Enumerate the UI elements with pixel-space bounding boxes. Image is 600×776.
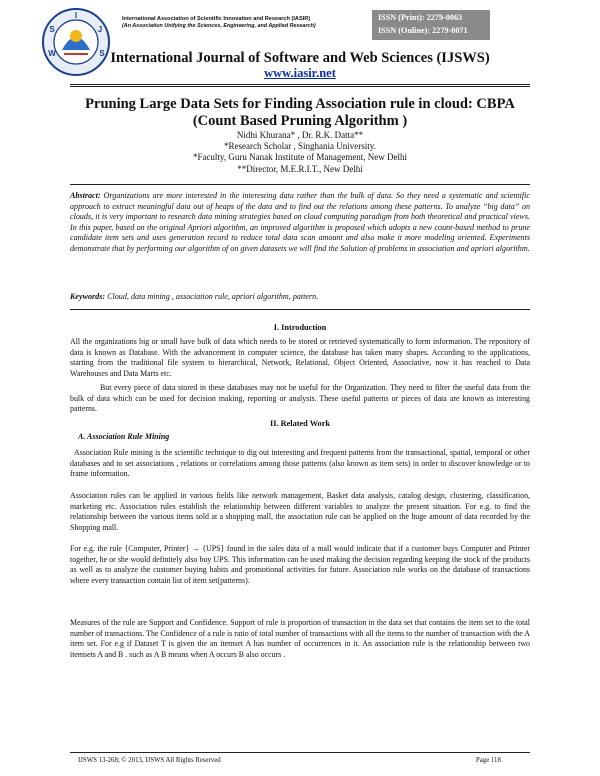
subsection-heading: A. Association Rule Mining <box>78 432 170 441</box>
divider <box>70 184 530 185</box>
keywords-text: Cloud, data mining , association rule, apriori algorithm, pattern. <box>107 292 319 301</box>
paragraph: But every piece of data stored in these databases may not be useful for the Organization. They need to filter the useful data from the bulk of data which can be used for decision making, reporting or analysis. These useful patterns or pieces of data are known as interesting patterns. <box>70 383 530 414</box>
paper-title-line2: (Count Based Pruning Algorithm ) <box>192 113 408 129</box>
journal-website-link[interactable]: www.iasir.net <box>264 66 336 80</box>
divider <box>70 84 530 85</box>
affiliation: **Director, M.E.R.I.T., New Delhi <box>237 163 363 174</box>
author-block <box>0 130 600 175</box>
paragraph: Association rules can be applied in various fields like network management, Basket data analysis, catalog design, clustering, classification, marketing etc. Association rules establish the relationship between different variables to analyze the present situation. For e.g. to find the relationship between the various items sold at a shopping mall, the association rule can be applied on the huge amount of data recorded by the Shopping mall. <box>70 491 530 532</box>
paragraph: All the organizations big or small have bulk of data which needs to be stored or retrieved systematically to form information. The repository of data is known as Database. With the advancement in computer science, the database has taken many shapes. According to the applications, starting from the traditional file system to hierarchical, Network, Relational, Object Oriented, Associative, now it has reached to Data Warehouses and Data Marts etc. <box>70 337 530 378</box>
footer-divider <box>70 752 530 753</box>
divider <box>70 86 530 87</box>
section-heading-introduction: I. Introduction <box>273 323 327 332</box>
paragraph: Association Rule mining is the scientific technique to dig out interesting and frequent patterns from the transactional, spatial, temporal or other databases and to set associations , relations or correlations among those patterns (also known as item sets) in order to discover knowledge or to frame information. <box>70 448 530 479</box>
issn-box <box>372 10 490 40</box>
issn-online: ISSN (Online): 2279-0071 <box>378 25 468 35</box>
divider <box>70 309 530 310</box>
abstract <box>70 191 530 255</box>
keywords <box>70 292 530 301</box>
paper-title-line1: Pruning Large Data Sets for Finding Association rule in cloud: CBPA <box>85 96 515 112</box>
abstract-label: Abstract: <box>70 191 101 200</box>
footer-copyright: IJSWS 13-268; © 2013, IJSWS All Rights Reserved <box>78 757 221 764</box>
logo-letter: S <box>99 49 105 58</box>
affiliation: *Research Scholar , Singhania University. <box>224 141 376 152</box>
logo-letter: S <box>49 25 55 34</box>
authors: Nidhi Khurana* , Dr. R.K. Datta** <box>236 130 364 140</box>
section-heading-related-work: II. Related Work <box>269 419 330 428</box>
association-name: International Association of Scientific Innovation and Research (IASIR) <box>122 16 311 22</box>
association-subtitle: (An Association Unifying the Sciences, Engineering, and Applied Research) <box>122 23 316 29</box>
paragraph: For e.g. the rule {Computer, Printer} → {UPS} found in the sales data of a mall would indicate that if a customer buys Computer and Printer together, he or she would definitely also buy UPS. This information can be used making the decision regarding keeping the stock of the products as well as to analyze the customer buying habits and promotional activities for future. Association rule works on the database of transactions where every transaction contain list of item set(patterns). <box>70 544 530 585</box>
page-number: Page 118 <box>476 757 501 764</box>
logo-letter: J <box>97 25 103 34</box>
issn-print: ISSN (Print): 2279-0063 <box>378 13 463 22</box>
logo-letter: I <box>74 11 78 20</box>
journal-title: International Journal of Software and Web Sciences (IJSWS) <box>110 50 490 66</box>
paper-title <box>0 96 600 130</box>
keywords-label: Keywords: <box>70 292 106 301</box>
abstract-text: Organizations are more interested in the interesting data rather than the bulk of data. So they need a systematic and scientific approach to extract meaningful data out of heaps of the data and to find out the relations among these patterns. To analyze “big data” on clouds, it is very important to research data mining strategies based on cloud computing paradigm from both theoretical and practical views. In this paper, based on the original Apriori algorithm, an improved algorithm is proposed which adopts a new count-based method to prune candidate item sets and uses generation record to reduce total data scan amount and also make it more modeling oriented. Experiments demonstrate that by performing our algorithm of on given datasets we will find the Solution of problems in association and apriori algorithm. <box>70 191 530 253</box>
paragraph: Measures of the rule are Support and Confidence. Support of rule is proportion of transaction in the data set that contains the item set to the total number of transactions. The Confidence of a rule is ratio of total number of transactions with all the items to the number of transaction with the A item set. For e.g if Dataset T is given the an itemset A has number of occurrences in it. An association rule is the relationship between two itemsets A and B . such as A B means when A occurs B also occurs . <box>70 618 530 659</box>
logo-letter: W <box>48 49 56 58</box>
affiliation: *Faculty, Guru Nanak Institute of Management, New Delhi <box>192 152 408 163</box>
